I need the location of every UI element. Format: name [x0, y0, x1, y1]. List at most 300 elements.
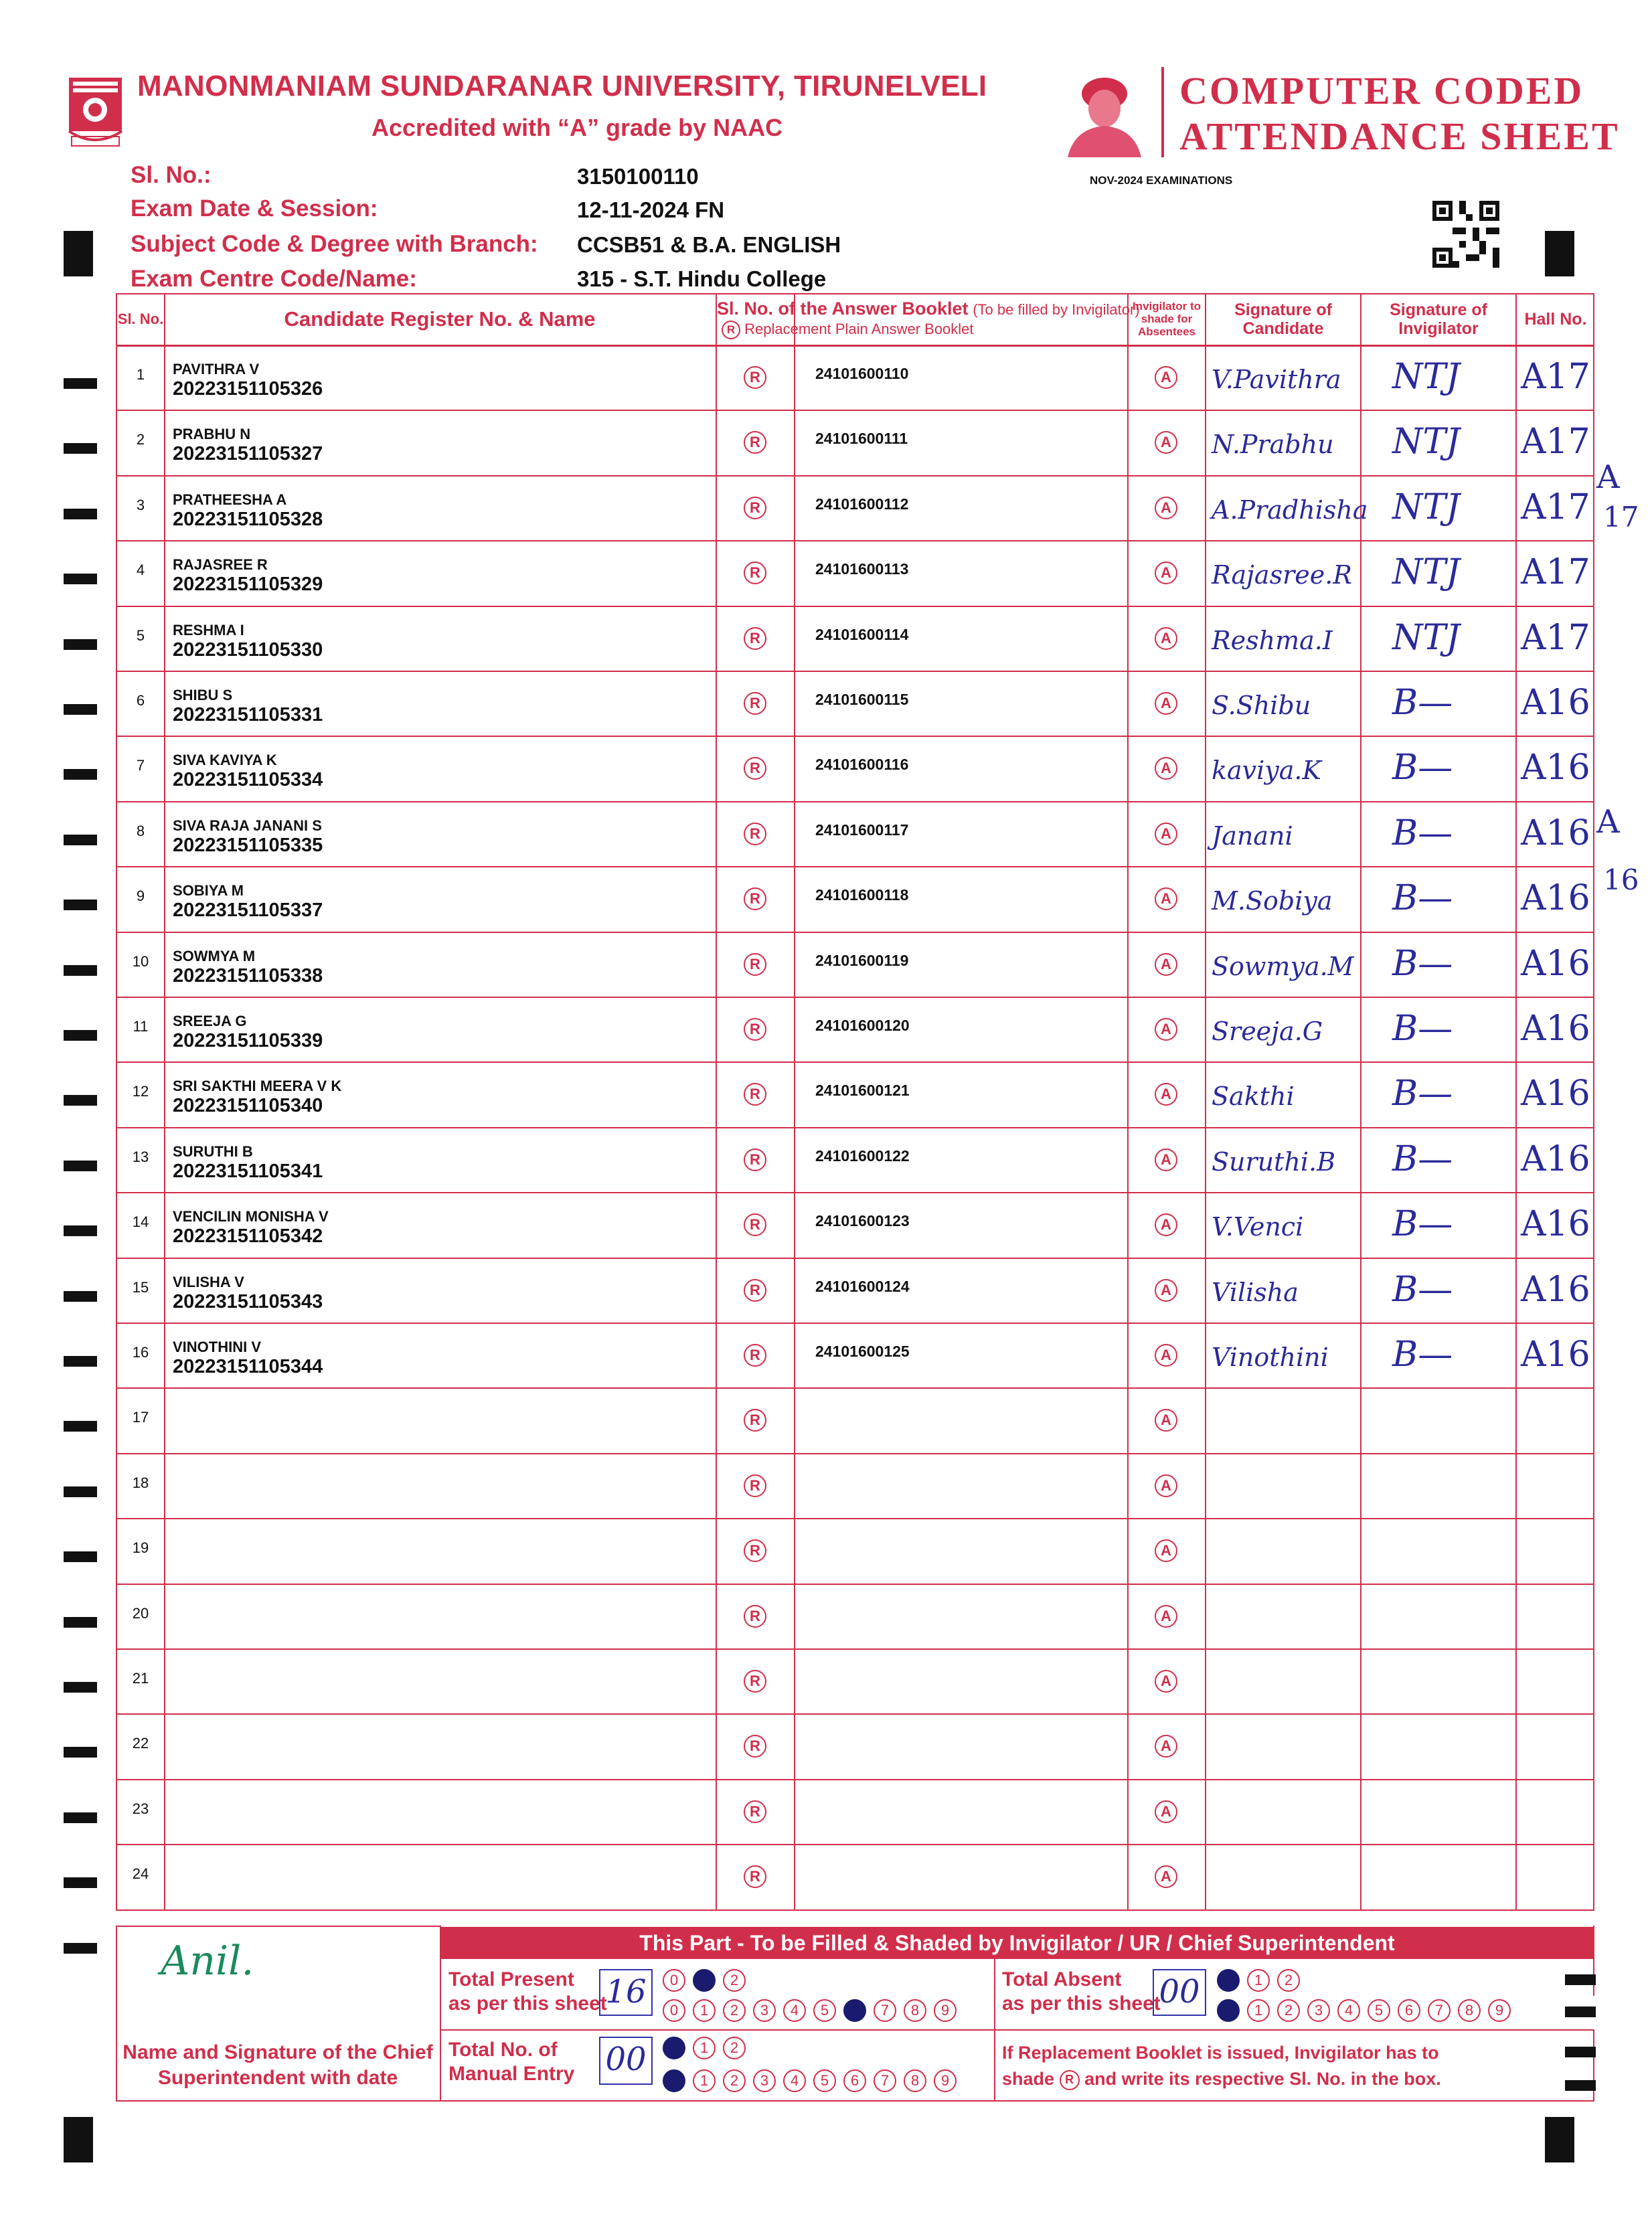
absentee-bubble[interactable]: A: [1155, 1148, 1177, 1171]
founder-portrait-icon: [1061, 67, 1148, 157]
hall-no: A16: [1521, 1009, 1590, 1049]
hall-no: A16: [1521, 943, 1590, 984]
timing-mark: [64, 1747, 97, 1758]
candidate-name: SIVA KAVIYA K: [173, 752, 277, 769]
manual-units-bubble[interactable]: 4: [783, 2069, 806, 2092]
absentee-bubble[interactable]: A: [1155, 953, 1177, 976]
col-header-hall: Hall No.: [1524, 309, 1587, 329]
margin-note: 16: [1603, 863, 1639, 896]
replacement-bubble[interactable]: R: [744, 1800, 766, 1823]
candidate-register-no: 20223151105330: [173, 638, 323, 661]
hall-no: A17: [1521, 617, 1590, 658]
absent-units-bubble[interactable]: 6: [1398, 1999, 1420, 2022]
sl-no-value: 3150100110: [577, 164, 699, 189]
row-sl-no: 17: [132, 1409, 149, 1426]
grid-line: [116, 1844, 1594, 1845]
invigilator-signature: B—: [1392, 1138, 1453, 1179]
hall-no: A17: [1521, 552, 1590, 593]
hall-no: A16: [1521, 1138, 1590, 1179]
exam-date-value: 12-11-2024 FN: [577, 197, 725, 222]
replacement-bubble[interactable]: R: [744, 1279, 766, 1302]
candidate-name: PRABHU N: [173, 426, 251, 443]
absentee-bubble[interactable]: A: [1155, 692, 1177, 715]
invigilator-signature: NTJ: [1392, 552, 1461, 593]
candidate-name: SURUTHI B: [173, 1142, 253, 1160]
candidate-signature: Sreeja.G: [1212, 1017, 1323, 1046]
replacement-bubble[interactable]: R: [744, 1083, 766, 1106]
candidate-register-no: 20223151105329: [173, 574, 323, 596]
present-tens-bubble[interactable]: 1: [693, 1969, 716, 1992]
absent-tens-bubble[interactable]: 1: [1247, 1969, 1270, 1992]
replacement-note-rest: and write its respective Sl. No. in the box.: [1084, 2069, 1441, 2090]
manual-units-bubble[interactable]: 0: [663, 2069, 685, 2092]
candidate-name: SOBIYA M: [173, 882, 244, 900]
registration-marker: [1545, 231, 1574, 276]
manual-units-bubble[interactable]: 7: [874, 2069, 896, 2092]
candidate-register-no: 20223151105343: [173, 1290, 323, 1312]
hall-no: A16: [1521, 748, 1590, 788]
timing-mark: [64, 378, 97, 389]
absentee-bubble[interactable]: A: [1155, 1279, 1177, 1302]
replacement-bubble[interactable]: R: [744, 823, 766, 845]
timing-mark: [64, 639, 97, 650]
invigilator-signature: B—: [1392, 1269, 1453, 1310]
hall-no: A16: [1521, 878, 1590, 919]
candidate-name: SREEJA G: [173, 1013, 247, 1029]
answer-booklet-no: 24101600118: [815, 886, 909, 904]
total-present-box[interactable]: 16: [599, 1969, 653, 2016]
answer-booklet-no: 24101600125: [815, 1343, 910, 1360]
timing-mark: [64, 1095, 97, 1106]
manual-units-bubble[interactable]: 3: [753, 2069, 776, 2092]
centre-value: 315 - S.T. Hindu College: [577, 266, 827, 291]
row-sl-no: 5: [136, 626, 145, 644]
row-sl-no: 21: [132, 1670, 149, 1687]
present-units-bubble[interactable]: 0: [663, 1999, 685, 2022]
invigilator-signature: B—: [1392, 1074, 1453, 1114]
present-units-bubble[interactable]: 8: [904, 1999, 926, 2022]
present-units-bubble[interactable]: 9: [934, 1999, 957, 2022]
manual-entry-label-line1: Total No. of: [448, 2039, 558, 2061]
timing-mark: [1565, 2007, 1596, 2017]
invigilator-signature: B—: [1392, 1009, 1453, 1049]
grid-line: [116, 1909, 1594, 1911]
replacement-bubble[interactable]: R: [744, 1865, 766, 1888]
candidate-signature: Reshma.I: [1212, 625, 1333, 655]
timing-mark: [64, 900, 97, 910]
replacement-bubble[interactable]: R: [744, 887, 766, 910]
grid-line: [116, 1127, 1594, 1128]
registration-marker: [64, 2117, 93, 2162]
row-sl-no: 24: [132, 1865, 149, 1883]
candidate-signature: V.Venci: [1212, 1212, 1304, 1242]
grid-line: [116, 1648, 1594, 1650]
grid-line: [116, 1061, 1594, 1063]
timing-mark: [64, 1486, 97, 1497]
grid-line: [116, 345, 1594, 347]
row-sl-no: 12: [132, 1083, 149, 1100]
replacement-bubble[interactable]: R: [744, 1409, 766, 1432]
grid-line: [116, 1258, 1594, 1259]
row-sl-no: 19: [132, 1539, 149, 1557]
candidate-name: SRI SAKTHI MEERA V K: [173, 1078, 342, 1095]
absentee-bubble[interactable]: A: [1155, 1670, 1177, 1693]
total-absent-label-line1: Total Absent: [1002, 1968, 1122, 1990]
grid-line: [794, 293, 795, 1909]
candidate-signature: Vinothini: [1212, 1343, 1329, 1372]
row-sl-no: 10: [132, 952, 149, 970]
invigilator-signature: B—: [1392, 748, 1453, 788]
answer-booklet-no: 24101600123: [815, 1212, 910, 1230]
replacement-bubble[interactable]: R: [744, 497, 766, 519]
candidate-register-no: 20223151105341: [173, 1160, 323, 1182]
replacement-bubble[interactable]: R: [744, 1344, 766, 1367]
absentee-bubble[interactable]: A: [1155, 1083, 1177, 1106]
total-absent-label-line2: as per this sheet: [1002, 1992, 1161, 2015]
replacement-bubble[interactable]: R: [744, 1474, 766, 1497]
present-units-bubble[interactable]: 6: [843, 1999, 866, 2022]
absent-units-bubble[interactable]: 4: [1337, 1999, 1360, 2022]
university-name: MANONMANIAM SUNDARANAR UNIVERSITY, TIRUNELVELI: [137, 70, 987, 102]
absentee-bubble[interactable]: A: [1155, 1213, 1177, 1236]
subject-label: Subject Code & Degree with Branch:: [131, 231, 538, 257]
timing-mark: [64, 1421, 97, 1432]
timing-mark: [64, 574, 97, 584]
row-sl-no: 9: [136, 887, 145, 905]
row-sl-no: 7: [136, 757, 145, 774]
replacement-mark-icon: R: [722, 321, 740, 339]
grid-line: [994, 2029, 1594, 2031]
timing-mark: [64, 443, 97, 454]
grid-line: [116, 736, 1594, 737]
absentee-bubble[interactable]: A: [1155, 823, 1177, 845]
absentee-bubble[interactable]: A: [1155, 1865, 1177, 1888]
row-sl-no: 16: [132, 1344, 149, 1361]
col-header-sig-candidate: Signature of Candidate: [1234, 301, 1332, 338]
header-divider: [1161, 67, 1164, 157]
invigilator-signature: B—: [1392, 813, 1453, 853]
answer-booklet-no: 24101600124: [815, 1277, 910, 1295]
replacement-bubble[interactable]: R: [744, 431, 766, 454]
manual-units-bubble[interactable]: 5: [813, 2069, 836, 2092]
timing-mark: [64, 835, 97, 845]
present-tens-bubble[interactable]: 2: [723, 1969, 746, 1992]
row-sl-no: 14: [132, 1213, 149, 1231]
candidate-signature: Vilisha: [1212, 1277, 1299, 1307]
grid-line: [116, 540, 1594, 541]
grid-line: [1360, 293, 1361, 1909]
manual-units-bubble[interactable]: 6: [843, 2069, 866, 2092]
grid-line: [116, 932, 1594, 933]
answer-booklet-no: 24101600119: [815, 951, 909, 969]
manual-units-bubble[interactable]: 8: [904, 2069, 926, 2092]
replacement-header-text: Replacement Plain Answer Booklet: [744, 321, 974, 337]
candidate-register-no: 20223151105334: [173, 769, 323, 791]
replacement-bubble[interactable]: R: [744, 1670, 766, 1693]
answer-booklet-no: 24101600122: [815, 1146, 910, 1165]
absentee-bubble[interactable]: A: [1155, 757, 1177, 780]
timing-mark: [64, 1225, 97, 1236]
candidate-signature: Sakthi: [1212, 1082, 1295, 1112]
hall-no: A16: [1521, 1269, 1590, 1310]
grid-line: [1205, 293, 1206, 1909]
grid-line: [116, 293, 117, 1909]
replacement-bubble[interactable]: R: [744, 1018, 766, 1041]
candidate-register-no: 20223151105337: [173, 900, 323, 922]
total-present-label: [448, 1968, 607, 2016]
absentee-bubble[interactable]: A: [1155, 497, 1177, 519]
absentee-bubble[interactable]: A: [1155, 1605, 1177, 1628]
candidate-register-no: 20223151105342: [173, 1225, 323, 1248]
absentee-bubble[interactable]: A: [1155, 1409, 1177, 1432]
grid-line: [994, 1959, 995, 2100]
sheet-title-line-1: COMPUTER CODED: [1179, 69, 1584, 112]
sheet-title-line-2: ATTENDANCE SHEET: [1179, 114, 1620, 158]
candidate-name: SOWMYA M: [173, 947, 256, 964]
present-tens-bubble[interactable]: 0: [663, 1969, 685, 1992]
manual-units-bubble[interactable]: 9: [934, 2069, 957, 2092]
answer-booklet-no: 24101600111: [815, 430, 908, 448]
present-units-bubble[interactable]: 2: [723, 1999, 746, 2022]
grid-line: [116, 866, 1594, 867]
grid-line: [1515, 293, 1517, 1909]
col-header-absentees: Invigilator to shade for Absentees: [1133, 300, 1201, 338]
candidate-name: VILISHA V: [173, 1273, 244, 1290]
candidate-name: SIVA RAJA JANANI S: [173, 817, 322, 834]
absentee-bubble[interactable]: A: [1155, 1539, 1177, 1562]
exam-date-label: Exam Date & Session:: [131, 195, 378, 222]
timing-mark: [64, 1682, 97, 1693]
absentee-bubble[interactable]: A: [1155, 562, 1177, 584]
candidate-register-no: 20223151105339: [173, 1030, 323, 1051]
candidate-register-no: 20223151105340: [173, 1095, 323, 1117]
absentee-bubble[interactable]: A: [1155, 1735, 1177, 1758]
invigilator-signature: NTJ: [1392, 617, 1461, 658]
university-crest-icon: [64, 75, 127, 152]
grid-line: [116, 801, 1594, 802]
invigilator-signature: B—: [1392, 878, 1453, 919]
total-present-label-line2: as per this sheet: [448, 1992, 607, 2015]
candidate-signature: kaviya.K: [1212, 756, 1321, 786]
qr-code-icon: [1432, 201, 1499, 268]
present-units-bubble[interactable]: 3: [753, 1999, 776, 2022]
timing-mark: [64, 1617, 97, 1628]
candidate-name: SHIBU S: [173, 687, 233, 703]
grid-line: [116, 475, 1594, 477]
grid-line: [164, 293, 165, 1909]
manual-tens-bubble[interactable]: 2: [723, 2037, 746, 2059]
invigilator-signature: NTJ: [1392, 357, 1461, 397]
grid-line: [116, 1453, 1594, 1454]
present-units-bubble[interactable]: 1: [693, 1999, 716, 2022]
timing-mark: [64, 704, 97, 715]
absent-units-bubble[interactable]: 8: [1458, 1999, 1481, 2022]
replacement-bubble[interactable]: R: [744, 953, 766, 976]
row-sl-no: 20: [132, 1604, 149, 1622]
absent-tens-bubble[interactable]: 2: [1277, 1969, 1300, 1992]
present-units-bubble[interactable]: 5: [813, 1999, 836, 2022]
grid-line: [716, 293, 717, 1909]
answer-booklet-no: 24101600120: [815, 1017, 910, 1034]
timing-mark: [64, 769, 97, 780]
absentee-bubble[interactable]: A: [1155, 887, 1177, 910]
margin-note: 17: [1603, 501, 1639, 533]
centre-label: Exam Centre Code/Name:: [131, 266, 417, 292]
margin-note: A: [1596, 458, 1620, 496]
row-sl-no: 4: [136, 562, 145, 579]
grid-line: [116, 410, 1594, 411]
grid-line: [116, 2100, 1594, 2102]
present-units-bubble[interactable]: 4: [783, 1999, 806, 2022]
total-absent-label: [1002, 1968, 1161, 2016]
replacement-bubble[interactable]: R: [744, 366, 766, 389]
absent-units-bubble[interactable]: 7: [1428, 1999, 1451, 2022]
candidate-register-no: 20223151105335: [173, 834, 323, 856]
hall-no: A17: [1521, 422, 1590, 462]
absentee-bubble[interactable]: A: [1155, 431, 1177, 454]
absent-units-bubble[interactable]: 5: [1368, 1999, 1390, 2022]
timing-mark: [64, 1812, 97, 1823]
grid-line: [116, 1192, 1594, 1193]
candidate-signature: Rajasree.R: [1212, 560, 1352, 590]
replacement-bubble[interactable]: R: [744, 692, 766, 715]
candidate-name: PAVITHRA V: [173, 361, 260, 377]
row-sl-no: 3: [136, 496, 145, 513]
answer-booklet-no: 24101600110: [815, 365, 909, 382]
absentee-bubble[interactable]: A: [1155, 1800, 1177, 1823]
hall-no: A17: [1521, 357, 1590, 397]
candidate-name: RAJASREE R: [173, 556, 268, 574]
replacement-bubble[interactable]: R: [744, 562, 766, 584]
candidate-register-no: 20223151105338: [173, 964, 323, 987]
row-sl-no: 22: [132, 1735, 149, 1752]
timing-mark: [64, 1943, 97, 1954]
timing-mark: [64, 1877, 97, 1888]
col-header-sig-invigilator: Signature of Invigilator: [1390, 301, 1487, 338]
invigilator-signature: NTJ: [1392, 487, 1461, 527]
row-sl-no: 15: [132, 1278, 149, 1296]
grid-line: [116, 606, 1594, 607]
absent-units-bubble[interactable]: 3: [1307, 1999, 1330, 2022]
present-units-bubble[interactable]: 7: [874, 1999, 896, 2022]
timing-mark: [64, 1291, 97, 1302]
hall-no: A16: [1521, 1074, 1590, 1114]
candidate-signature: Sowmya.M: [1212, 951, 1354, 981]
absent-units-bubble[interactable]: 0: [1217, 1999, 1240, 2022]
absentee-bubble[interactable]: A: [1155, 1018, 1177, 1041]
grid-line: [116, 1387, 1594, 1389]
absent-units-bubble[interactable]: 1: [1247, 1999, 1270, 2022]
col-header-sl: Sl. No.: [117, 311, 164, 328]
absentee-bubble[interactable]: A: [1155, 1474, 1177, 1497]
answer-booklet-no: 24101600115: [815, 691, 909, 708]
hall-no: A16: [1521, 1204, 1590, 1245]
grid-line: [116, 1713, 1594, 1715]
row-sl-no: 23: [132, 1800, 149, 1817]
manual-tens-bubble[interactable]: 0: [663, 2037, 685, 2059]
hall-no: A16: [1521, 813, 1590, 853]
timing-mark: [64, 1030, 97, 1041]
timing-mark: [1565, 2080, 1596, 2091]
absent-tens-bubble[interactable]: 0: [1217, 1969, 1240, 1992]
grid-line: [116, 671, 1594, 672]
grid-line: [1127, 293, 1129, 1909]
answer-booklet-no: 24101600116: [815, 756, 909, 774]
manual-units-bubble[interactable]: 2: [723, 2069, 746, 2092]
manual-entry-label: [448, 2038, 574, 2086]
registration-marker: [64, 231, 93, 276]
candidate-register-no: 20223151105328: [173, 508, 323, 530]
candidate-signature: S.Shibu: [1212, 691, 1311, 720]
col-header-booklet: [717, 299, 1140, 319]
replacement-bubble[interactable]: R: [744, 1213, 766, 1236]
invigilator-signature: B—: [1392, 943, 1453, 984]
invigilator-signature: B—: [1392, 1204, 1453, 1245]
sl-no-label: Sl. No.:: [131, 162, 212, 188]
candidate-name: RESHMA I: [173, 621, 244, 638]
total-present-label-line1: Total Present: [448, 1968, 574, 1990]
col-header-candidate: Candidate Register No. & Name: [284, 307, 596, 331]
invigilator-signature: B—: [1392, 683, 1453, 723]
replacement-bubble[interactable]: R: [744, 1539, 766, 1562]
absentee-bubble[interactable]: A: [1155, 366, 1177, 389]
replacement-bubble[interactable]: R: [744, 1148, 766, 1171]
grid-line: [116, 1518, 1594, 1519]
candidate-signature: Janani: [1212, 821, 1293, 851]
total-absent-box[interactable]: 00: [1153, 1969, 1206, 2016]
booklet-header-note: (To be filled by Invigilator): [973, 301, 1140, 318]
answer-booklet-no: 24101600112: [815, 495, 909, 513]
replacement-bubble[interactable]: R: [744, 1735, 766, 1758]
timing-mark: [1565, 1974, 1596, 1985]
timing-mark: [64, 965, 97, 976]
replacement-note: [1002, 2040, 1441, 2092]
grid-line: [116, 1323, 1594, 1324]
invigilator-signature: NTJ: [1392, 422, 1461, 462]
replacement-note-shade: shade: [1002, 2069, 1055, 2090]
absent-units-bubble[interactable]: 2: [1277, 1999, 1300, 2022]
replacement-bubble[interactable]: R: [744, 1605, 766, 1628]
grid-line: [116, 1584, 1594, 1585]
accreditation-text: Accredited with “A” grade by NAAC: [371, 114, 783, 141]
candidate-register-no: 20223151105327: [173, 443, 323, 465]
booklet-header-text: Sl. No. of the Answer Booklet: [717, 299, 969, 319]
absent-units-bubble[interactable]: 9: [1488, 1999, 1511, 2022]
absentee-bubble[interactable]: A: [1155, 627, 1177, 650]
hall-no: A17: [1521, 487, 1590, 527]
timing-mark: [64, 509, 97, 519]
row-sl-no: 1: [136, 366, 145, 383]
manual-tens-bubble[interactable]: 1: [693, 2037, 716, 2059]
candidate-name: VINOTHINI V: [173, 1339, 262, 1355]
col-header-replacement: [722, 321, 974, 339]
hall-no: A16: [1521, 1335, 1590, 1375]
row-sl-no: 18: [132, 1474, 149, 1491]
candidate-register-no: 20223151105344: [173, 1356, 323, 1377]
timing-mark: [64, 1551, 97, 1562]
replacement-bubble[interactable]: R: [744, 627, 766, 650]
margin-note: A: [1596, 803, 1620, 841]
manual-units-bubble[interactable]: 1: [693, 2069, 716, 2092]
answer-booklet-no: 24101600121: [815, 1082, 910, 1100]
answer-booklet-no: 24101600113: [815, 560, 909, 578]
invigilator-signature: B—: [1392, 1335, 1453, 1375]
replacement-bubble[interactable]: R: [744, 757, 766, 780]
chief-signature: Anil.: [161, 1938, 254, 1984]
timing-mark: [64, 1356, 97, 1367]
absentee-bubble[interactable]: A: [1155, 1344, 1177, 1367]
manual-entry-box[interactable]: 00: [599, 2037, 653, 2085]
